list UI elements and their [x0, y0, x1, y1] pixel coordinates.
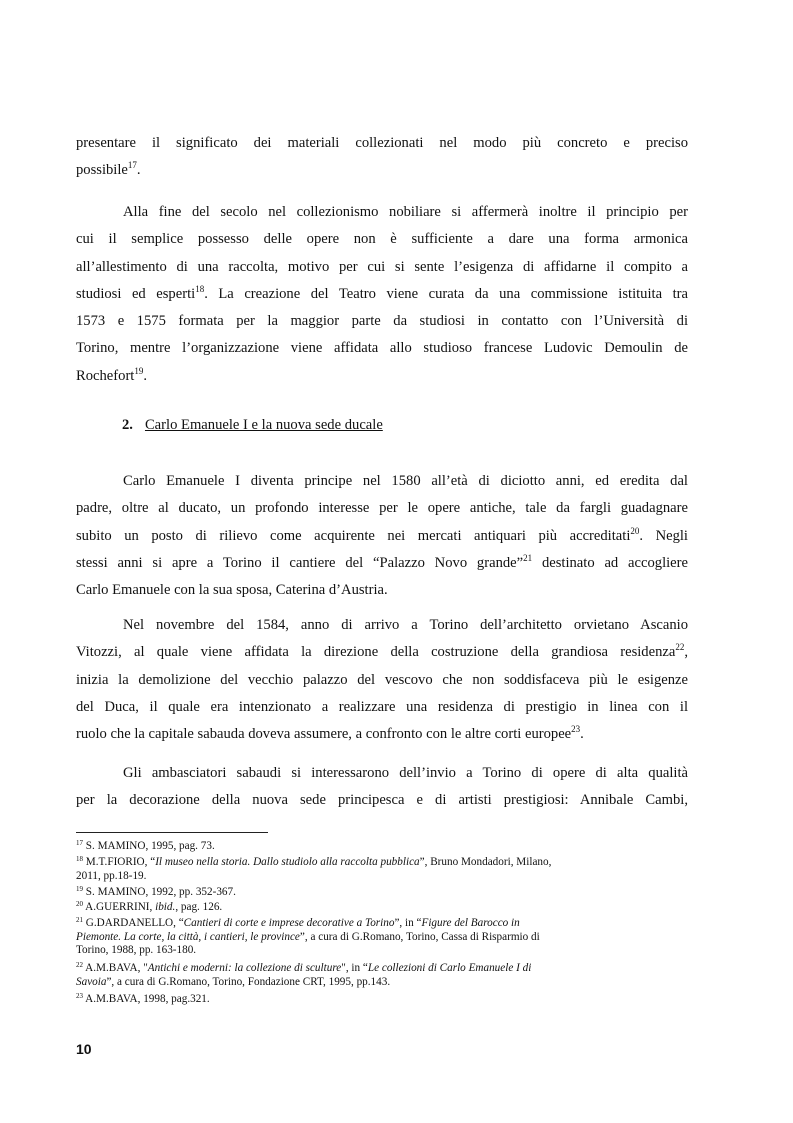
- footnote-20: $^{20}$ A.GUERRINI, ibid., pag. 126.: [76, 900, 223, 913]
- footnote-ref-18[interactable]: 18: [195, 284, 205, 295]
- section-number: 2.: [122, 417, 133, 433]
- text-line: 1573 e 1575 formata per la maggior parte da studiosi in contatto con l’Università di: [76, 313, 688, 330]
- page-number: 10: [76, 1041, 92, 1057]
- text-line: Nel novembre del 1584, anno di arrivo a Torino dell’architetto orvietano Ascanio: [123, 617, 688, 633]
- paragraph-4: [76, 612, 688, 748]
- footnote-ref-19[interactable]: 19: [134, 365, 144, 376]
- text-line: presentare il significato dei materiali collezionati nel modo più concreto e preciso: [76, 135, 688, 151]
- text-line: Rochefort$^{19}$.: [76, 365, 148, 384]
- footnote-22: $^{22}$ A.M.BAVA, "Antichi e moderni: la collezione di sculture", in “Le collezioni di Carlo Emanuele I di Savoia”, a cura di G.Romano, Torino, Fondazione CRT, 1995, pp.143.: [76, 961, 532, 988]
- paragraph-2: [76, 199, 688, 390]
- text-line: studiosi ed esperti$^{18}$. La creazione del Teatro viene curata da una commissione istituita tra: [76, 284, 689, 302]
- text-line: ruolo che la capitale sabauda doveva assumere, a confronto con le altre corti europee$^{23}$.: [76, 724, 584, 743]
- section-title: Carlo Emanuele I e la nuova sede ducale: [144, 417, 383, 433]
- text-line: padre, oltre al ducato, un profondo interesse per le opere antiche, tale da fargli guadagnare: [76, 500, 688, 517]
- footnote-ref-17[interactable]: 17: [127, 160, 137, 171]
- text-line: possibile$^{17}$.: [76, 160, 141, 179]
- text-line: per la decorazione della nuova sede principesca e di artisti prestigiosi: Annibale Cambi,: [76, 792, 688, 809]
- text-line: Carlo Emanuele I diventa principe nel 1580 all’età di diciotto anni, ed eredita dal: [123, 473, 688, 489]
- text-line: Alla fine del secolo nel collezionismo nobiliare si affermerà inoltre il principio per: [123, 204, 688, 220]
- text-line: stessi anni si apre a Torino il cantiere del “Palazzo Novo grande”$^{21}$ destinato ad accogliere: [76, 553, 688, 571]
- paragraph-5: [76, 760, 688, 815]
- text-line: Gli ambasciatori sabaudi si interessarono dell’invio a Torino di opere di alta qualità: [123, 765, 688, 781]
- section-heading: [122, 417, 383, 434]
- text-line: all’allestimento di una raccolta, motivo per cui si sente l’esigenza di affidarne il compito a: [76, 258, 688, 275]
- text-line: Torino, mentre l’organizzazione viene affidata allo studioso francese Ludovic Demoulin de: [76, 340, 688, 357]
- footnote-ref-23[interactable]: 23: [571, 724, 581, 735]
- footnote-ref-22[interactable]: 22: [675, 642, 685, 653]
- footnote-19: $^{19}$ S. MAMINO, 1992, pp. 352-367.: [76, 885, 236, 898]
- footnote-17: $^{17}$ S. MAMINO, 1995, pag. 73.: [76, 839, 215, 852]
- paragraph-3: [76, 468, 688, 604]
- footnote-23: $^{23}$ A.M.BAVA, 1998, pag.321.: [76, 992, 210, 1005]
- footnote-separator: [76, 832, 268, 833]
- text-line: cui il semplice possesso delle opere non è sufficiente a dare una forma armonica: [76, 231, 688, 248]
- text-line: inizia la demolizione del vecchio palazzo del vescovo che non soddisfaceva più le esigenze: [76, 671, 688, 688]
- footnote-ref-20[interactable]: 20: [630, 525, 640, 536]
- paragraph-1: [76, 130, 688, 185]
- text-line: Carlo Emanuele con la sua sposa, Caterina d’Austria.: [76, 582, 388, 599]
- text-line: subito un posto di rilievo come acquirente nei mercati antiquari più accreditati$^{20}$. Negli: [76, 525, 688, 544]
- footnote-ref-21[interactable]: 21: [523, 553, 533, 564]
- footnote-18: $^{18}$ M.T.FIORIO, “Il museo nella storia. Dallo studiolo alla raccolta pubblica”, Bruno Mondadori, Milano, 2011, pp.18-19.: [76, 855, 552, 882]
- text-line: Vitozzi, al quale viene affidata la direzione della costruzione della grandiosa residenza$^{22}$,: [76, 642, 688, 661]
- text-line: del Duca, il quale era intenzionato a realizzare una residenza di prestigio in linea con il: [76, 698, 688, 715]
- footnote-21: $^{21}$ G.DARDANELLO, “Cantieri di corte e imprese decorative a Torino”, in “Figure del Barocco in Piemonte. La corte, la città, i cantieri, le province”, a cura di G.Romano, Torino, Cassa di Risparmio di Torino, 1988, pp. 163-180.: [76, 916, 540, 957]
